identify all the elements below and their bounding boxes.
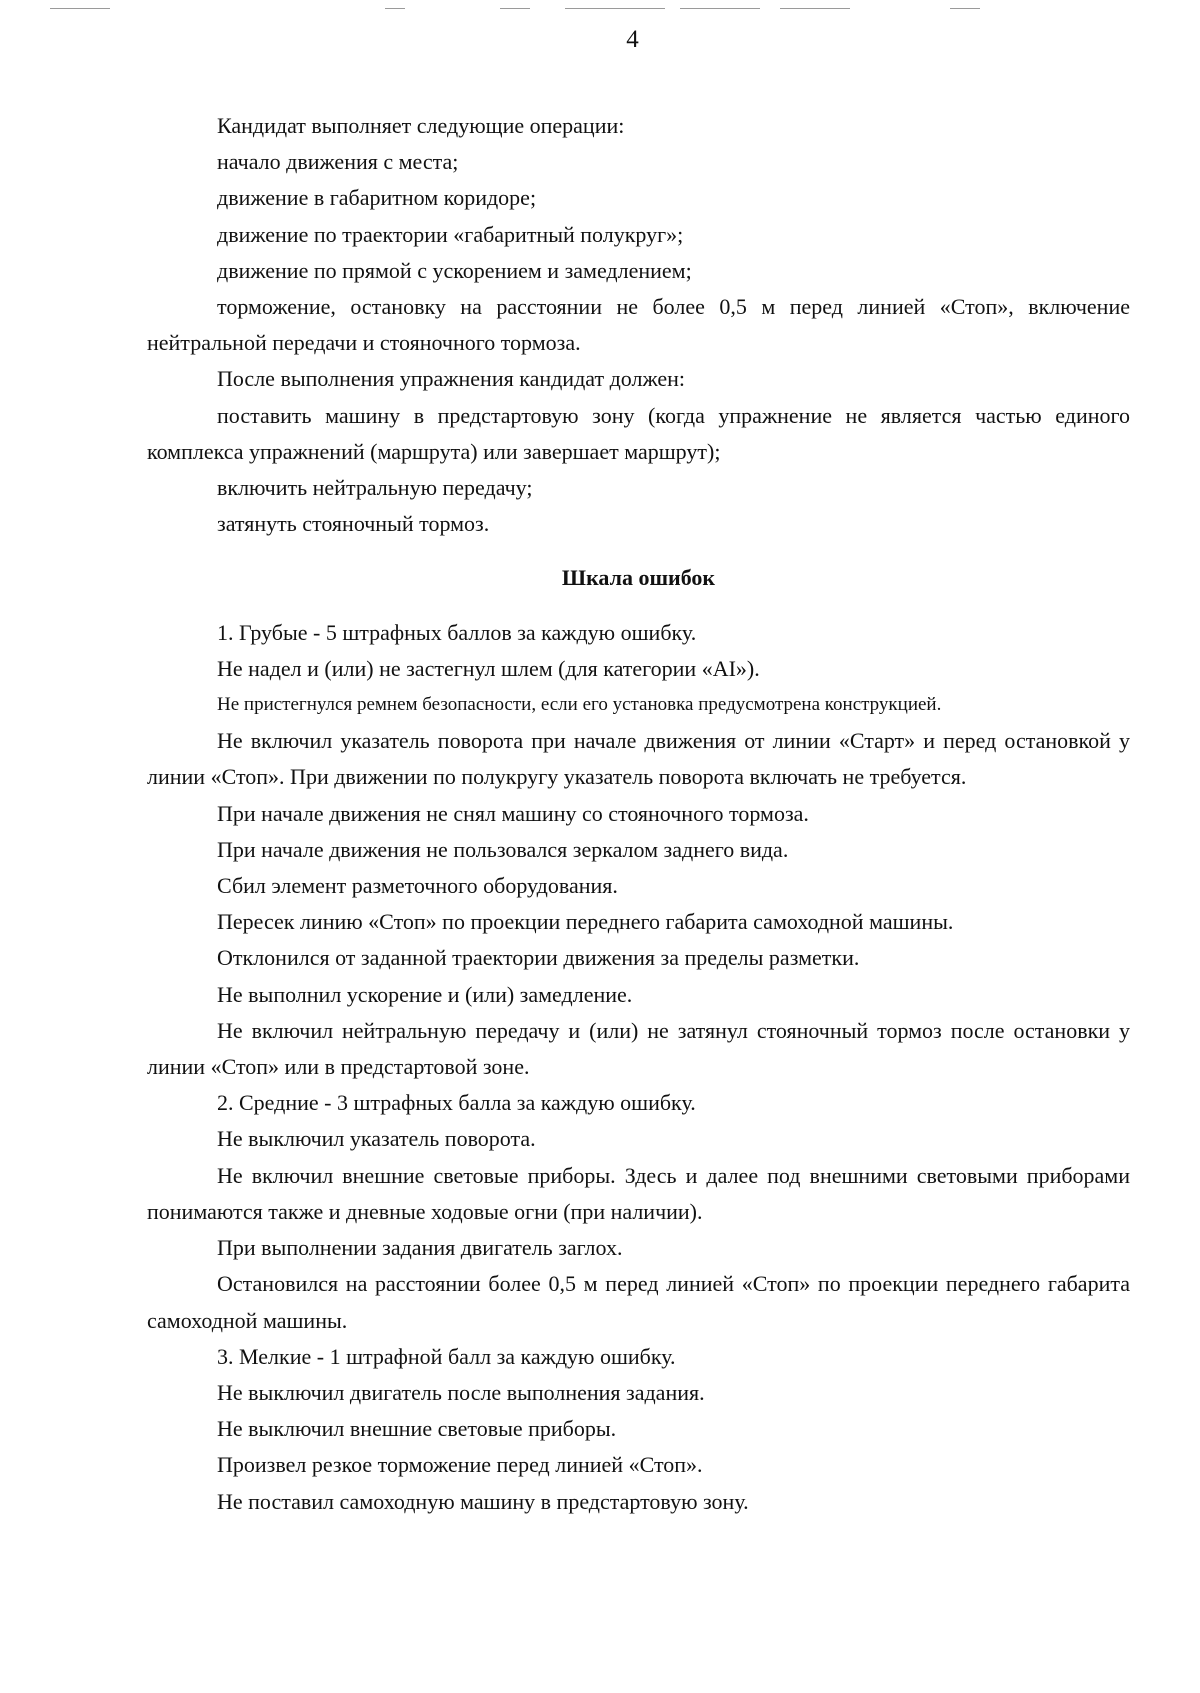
paragraph: затянуть стояночный тормоз.: [217, 511, 490, 537]
error-item: Не включил внешние световые приборы. Здесь и далее под внешними световыми приборами понимаются также и дневные ходовые огни (при наличии).: [147, 1162, 1130, 1224]
scan-artifact-line: [500, 8, 530, 9]
error-item: Произвел резкое торможение перед линией «Стоп».: [217, 1452, 703, 1478]
scan-artifact-line: [680, 8, 760, 9]
error-item: Сбил элемент разметочного оборудования.: [217, 873, 618, 899]
error-item: Пересек линию «Стоп» по проекции переднего габарита самоходной машины.: [217, 909, 954, 935]
paragraph: включить нейтральную передачу;: [217, 475, 533, 501]
error-item: Не выключил внешние световые приборы.: [217, 1416, 617, 1442]
paragraph: движение по траектории «габаритный полукруг»;: [217, 221, 684, 247]
error-item: Не включил нейтральную передачу и (или) не затянул стояночный тормоз после остановки у линии «Стоп» или в предстартовой зоне.: [147, 1017, 1130, 1080]
scan-artifact-line: [780, 8, 850, 9]
paragraph: начало движения с места;: [217, 149, 459, 175]
error-item: Не включил указатель поворота при начале движения от линии «Старт» и перед остановкой у линии «Стоп». При движении по полукругу указатель поворота включать не требуется.: [147, 728, 1130, 790]
category-heading: 1. Грубые - 5 штрафных баллов за каждую ошибку.: [217, 619, 697, 645]
paragraph: Кандидат выполняет следующие операции:: [217, 113, 625, 138]
error-item: Не поставил самоходную машину в предстартовую зону.: [217, 1488, 749, 1514]
error-item: Отклонился от заданной траектории движения за пределы разметки.: [217, 945, 860, 971]
error-item: Не надел и (или) не застегнул шлем (для категории «AI»).: [217, 655, 760, 681]
scan-artifact-line: [950, 8, 980, 9]
paragraph: поставить машину в предстартовую зону (когда упражнение не является частью единого комплекса упражнений (маршрута) или завершает маршрут);: [147, 402, 1130, 464]
page-number: 4: [626, 26, 639, 53]
error-item: Не выполнил ускорение и (или) замедление.: [217, 981, 633, 1007]
paragraph: После выполнения упражнения кандидат должен:: [217, 366, 686, 392]
category-heading: 3. Мелкие - 1 штрафной балл за каждую ошибку.: [217, 1343, 676, 1369]
section-title: Шкала ошибок: [561, 565, 716, 591]
scan-artifact-line: [50, 8, 110, 9]
category-heading: 2. Средние - 3 штрафных балла за каждую ошибку.: [217, 1090, 696, 1116]
scan-artifact-line: [565, 8, 665, 9]
document-body: [147, 108, 1130, 1520]
error-item: Не выключил двигатель после выполнения задания.: [217, 1379, 705, 1405]
error-item: Остановился на расстоянии более 0,5 м перед линией «Стоп» по проекции переднего габарита самоходной машины.: [147, 1271, 1130, 1333]
error-item: При начале движения не пользовался зеркалом заднего вида.: [217, 836, 789, 862]
paragraph: торможение, остановку на расстоянии не более 0,5 м перед линией «Стоп», включение нейтральной передачи и стояночного тормоза.: [147, 294, 1130, 356]
error-item: Не выключил указатель поворота.: [217, 1126, 536, 1152]
error-item: При начале движения не снял машину со стояночного тормоза.: [217, 800, 809, 826]
error-item: При выполнении задания двигатель заглох.: [217, 1235, 623, 1261]
paragraph: движение в габаритном коридоре;: [217, 185, 537, 211]
paragraph: движение по прямой с ускорением и замедлением;: [217, 257, 692, 283]
error-item: Не пристегнулся ремнем безопасности, если его установка предусмотрена конструкцией.: [217, 694, 942, 716]
scan-artifact-line: [385, 8, 405, 9]
